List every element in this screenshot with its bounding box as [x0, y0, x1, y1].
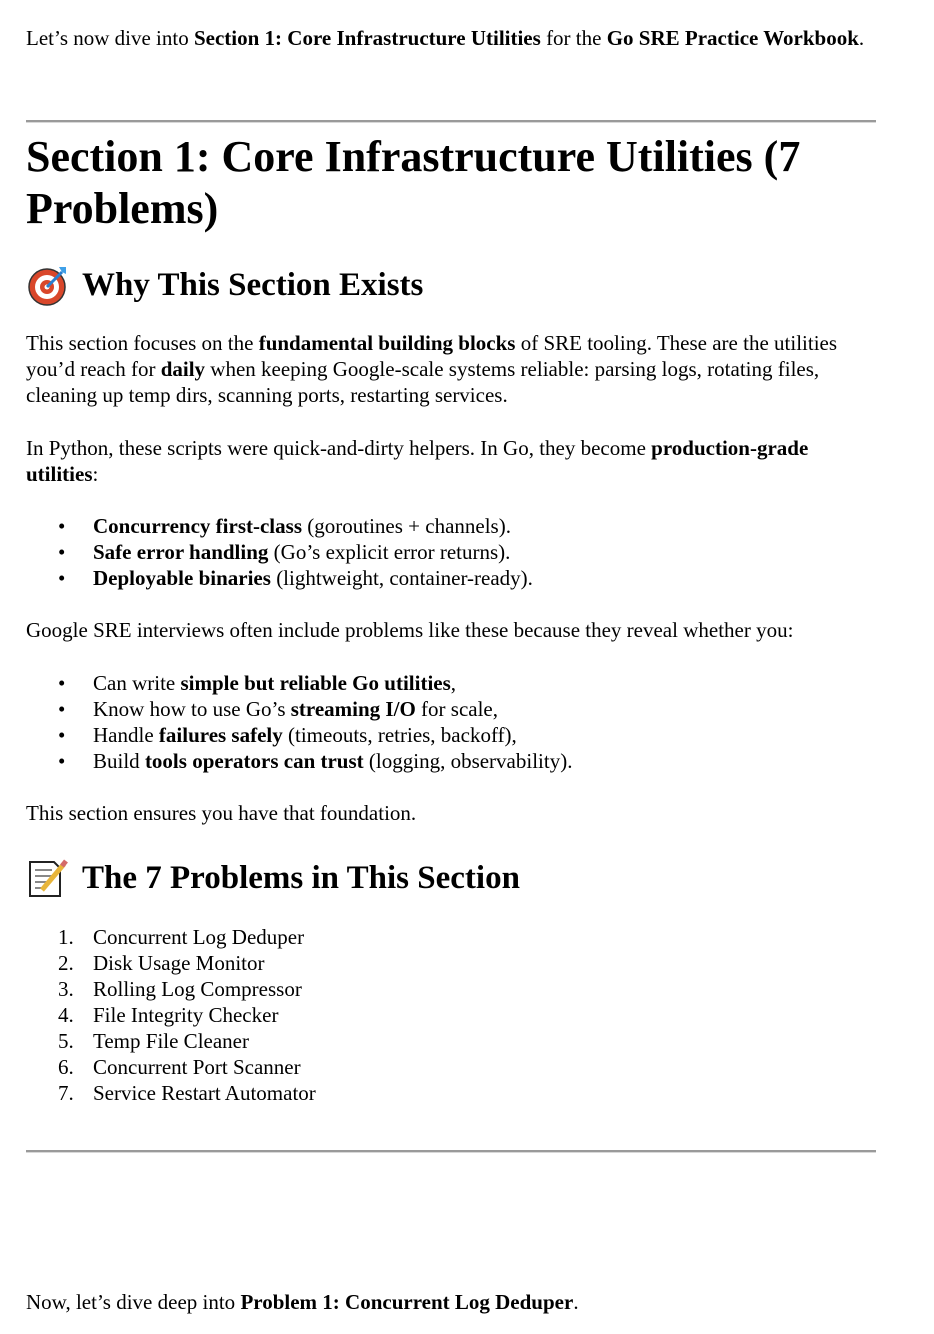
paragraph-python-go [26, 435, 876, 487]
bold-text: Deployable binaries [93, 566, 271, 590]
list-number: 3. [58, 977, 74, 1001]
list-item [26, 565, 876, 591]
problem-item [26, 924, 876, 950]
bullet-icon: • [58, 723, 66, 747]
why-heading-text: Why This Section Exists [82, 267, 424, 303]
text-segment: of SRE tooling. These are the utilities you’d reach for [26, 331, 838, 381]
text-segment: Handle [93, 723, 159, 747]
bullet-icon: • [58, 566, 66, 590]
paragraph-foundation [26, 800, 876, 826]
paragraph-focus [26, 330, 876, 408]
bold-text: Section 1: Core Infrastructure Utilities [193, 26, 541, 50]
text-segment: when keeping Google-scale systems reliable: parsing logs, rotating files, cleaning up temp dirs, scanning ports, restarting services. [26, 357, 820, 407]
problem-title: Disk Usage Monitor [93, 951, 265, 975]
why-heading [26, 263, 876, 307]
text-segment: Can write [93, 671, 181, 695]
text-segment: This section ensures you have that foundation. [26, 801, 417, 825]
text-segment: for scale, [415, 697, 498, 721]
problem-item [26, 1028, 876, 1054]
outro-paragraph [26, 1289, 876, 1315]
problem-title: Temp File Cleaner [93, 1029, 249, 1053]
text-segment: (timeouts, retries, backoff), [282, 723, 517, 747]
text-segment: Build [93, 749, 145, 773]
bold-text: fundamental building blocks [258, 331, 516, 355]
list-number: 6. [58, 1055, 74, 1079]
bullet-icon: • [58, 749, 66, 773]
list-number: 1. [58, 925, 74, 949]
memo-icon [26, 856, 70, 900]
problem-item [26, 950, 876, 976]
problem-title: Concurrent Port Scanner [93, 1055, 301, 1079]
problems-list [26, 924, 876, 1106]
problems-heading [26, 856, 876, 900]
problem-item [26, 1054, 876, 1080]
bold-text: failures safely [158, 723, 283, 747]
target-icon [26, 263, 70, 307]
list-item [26, 539, 876, 565]
horizontal-rule [26, 1150, 876, 1153]
list-item [26, 513, 876, 539]
bold-text: streaming I/O [290, 697, 416, 721]
text-segment: (goroutines + channels). [302, 514, 511, 538]
problem-title: Concurrent Log Deduper [93, 925, 305, 949]
list-number: 5. [58, 1029, 74, 1053]
text-segment: Google SRE interviews often include problems like these because they reveal whether you: [26, 618, 794, 642]
text-segment: Know how to use Go’s [93, 697, 291, 721]
bold-text: production-grade utilities [26, 436, 809, 486]
bold-text: daily [160, 357, 206, 381]
horizontal-rule [26, 120, 876, 123]
text-segment: : [92, 462, 99, 486]
intro-paragraph [26, 25, 876, 51]
bullet-icon: • [58, 697, 66, 721]
interview-skills-list [26, 670, 876, 774]
bold-text: Safe error handling [93, 540, 269, 564]
list-number: 7. [58, 1081, 74, 1105]
problems-heading-text: The 7 Problems in This Section [82, 860, 520, 896]
bold-text: tools operators can trust [144, 749, 364, 773]
problem-title: File Integrity Checker [93, 1003, 279, 1027]
text-segment: (logging, observability). [363, 749, 573, 773]
list-item [26, 748, 876, 774]
text-segment: . [573, 1290, 579, 1314]
text-segment: (Go’s explicit error returns). [268, 540, 511, 564]
paragraph-interviews [26, 617, 876, 643]
list-item [26, 722, 876, 748]
text-segment: Now, let’s dive deep into [26, 1290, 241, 1314]
text-segment: , [450, 671, 457, 695]
problem-item [26, 1002, 876, 1028]
text-segment: Let’s now dive into [26, 26, 194, 50]
go-benefits-list [26, 513, 876, 591]
list-number: 4. [58, 1003, 74, 1027]
problem-item [26, 976, 876, 1002]
problem-title: Service Restart Automator [93, 1081, 316, 1105]
list-number: 2. [58, 951, 74, 975]
bold-text: Problem 1: Concurrent Log Deduper [240, 1290, 574, 1314]
text-segment: (lightweight, container-ready). [270, 566, 533, 590]
problem-title: Rolling Log Compressor [93, 977, 302, 1001]
section-title: Section 1: Core Infrastructure Utilities (7 Problems) [26, 132, 801, 233]
bold-text: Go SRE Practice Workbook [606, 26, 859, 50]
problem-item [26, 1080, 876, 1106]
bullet-icon: • [58, 540, 66, 564]
bold-text: simple but reliable Go utilities [180, 671, 451, 695]
list-item [26, 696, 876, 722]
bold-text: Concurrency first-class [93, 514, 302, 538]
list-item [26, 670, 876, 696]
bullet-icon: • [58, 671, 66, 695]
text-segment: This section focuses on the [26, 331, 259, 355]
text-segment: . [858, 26, 865, 50]
text-segment: for the [540, 26, 607, 50]
text-segment: In Python, these scripts were quick-and-dirty helpers. In Go, they become [26, 436, 652, 460]
bullet-icon: • [58, 514, 66, 538]
